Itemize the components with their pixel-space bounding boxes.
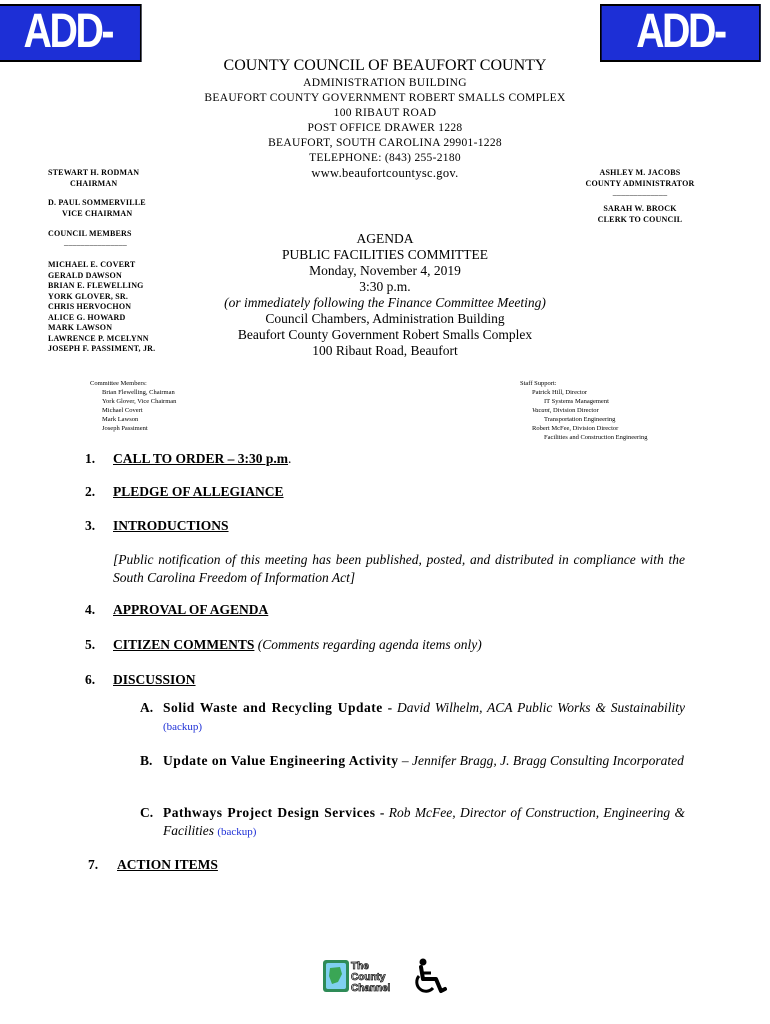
council-member: MARK LAWSON bbox=[48, 323, 113, 332]
council-members-heading bbox=[48, 229, 132, 246]
item-suffix: . bbox=[288, 451, 292, 466]
header-line: BEAUFORT COUNTY GOVERNMENT ROBERT SMALLS COMPLEX bbox=[204, 92, 566, 104]
sub-sep: - bbox=[375, 805, 389, 820]
wheelchair-icon bbox=[412, 958, 448, 996]
backup-link[interactable]: (backup) bbox=[217, 826, 257, 838]
council-member: JOSEPH F. PASSIMENT, JR. bbox=[48, 344, 156, 353]
item-title-wrap bbox=[113, 451, 291, 467]
item-number: 5. bbox=[85, 637, 96, 652]
sub-presenter: Jennifer Bragg, J. Bragg Consulting Incorporated bbox=[412, 753, 684, 768]
item-title: CALL TO ORDER – 3:30 p.m bbox=[113, 451, 289, 466]
item-title: DISCUSSION bbox=[113, 672, 196, 687]
sub-title: Solid Waste and Recycling Update bbox=[163, 700, 383, 715]
administrator-name: ASHLEY M. JACOBS bbox=[599, 168, 681, 177]
meeting-location: 100 Ribaut Road, Beaufort bbox=[312, 343, 458, 358]
committee-member: Brian Flewelling, Chairman bbox=[102, 389, 175, 396]
divider: _______________ bbox=[64, 237, 127, 247]
committee-name: PUBLIC FACILITIES COMMITTEE bbox=[282, 247, 488, 262]
meeting-date: Monday, November 4, 2019 bbox=[309, 263, 461, 278]
agenda-title: AGENDA bbox=[356, 231, 414, 246]
staff-title: , Division Director bbox=[549, 407, 599, 414]
sub-sep: – bbox=[398, 753, 413, 768]
staff-line: Robert McFee, Division Director bbox=[532, 425, 619, 432]
agenda-header bbox=[190, 231, 580, 359]
meeting-time: 3:30 p.m. bbox=[359, 279, 411, 294]
county-channel-logo-graphic bbox=[322, 958, 390, 994]
header-line: TELEPHONE: (843) 255-2180 bbox=[309, 152, 461, 164]
council-name: COUNTY COUNCIL OF BEAUFORT COUNTY bbox=[223, 57, 547, 74]
clerk-block bbox=[580, 204, 700, 225]
staff-line: Transportation Engineering bbox=[544, 416, 616, 423]
item-number: 7. bbox=[88, 857, 99, 872]
committee-member: York Glover, Vice Chairman bbox=[102, 398, 177, 405]
administrator-block bbox=[580, 168, 700, 197]
council-member: ALICE G. HOWARD bbox=[48, 312, 126, 322]
council-member: LAWRENCE P. MCELYNN bbox=[48, 333, 149, 343]
addons-banner-left: ADD-ONS bbox=[0, 4, 142, 62]
sub-label: B. bbox=[140, 753, 153, 768]
item-suffix: (Comments regarding agenda items only) bbox=[254, 637, 482, 652]
meeting-location: Beaufort County Government Robert Smalls Complex bbox=[237, 327, 533, 342]
vacant-label: Vacant bbox=[532, 407, 550, 414]
chairman-block bbox=[48, 168, 139, 189]
staff-support-heading: Staff Support: bbox=[520, 380, 557, 387]
header-line: BEAUFORT, SOUTH CAROLINA 29901-1228 bbox=[268, 137, 502, 149]
council-members-list bbox=[48, 260, 155, 355]
council-member: GERALD DAWSON bbox=[48, 270, 122, 280]
council-member: YORK GLOVER, SR. bbox=[48, 291, 129, 301]
item-title: CITIZEN COMMENTS bbox=[113, 637, 255, 652]
svg-text:Channel: Channel bbox=[351, 983, 390, 994]
website[interactable]: www.beaufortcountysc.gov. bbox=[311, 166, 459, 180]
administrator-title: COUNTY ADMINISTRATOR bbox=[585, 178, 695, 188]
addons-banner-right: ADD-ONS bbox=[600, 4, 761, 62]
staff-line: Patrick Hill, Director bbox=[532, 389, 588, 396]
header-line: POST OFFICE DRAWER 1228 bbox=[307, 122, 463, 134]
discussion-item-a bbox=[140, 699, 685, 736]
staff-line: Facilities and Construction Engineering bbox=[544, 434, 648, 441]
item-number: 6. bbox=[85, 672, 96, 687]
header-line: 100 RIBAUT ROAD bbox=[333, 107, 437, 119]
item-title: APPROVAL OF AGENDA bbox=[113, 602, 269, 617]
item-number: 1. bbox=[85, 451, 96, 466]
council-member: CHRIS HERVOCHON bbox=[48, 302, 132, 311]
committee-members bbox=[90, 379, 176, 433]
item-title: INTRODUCTIONS bbox=[113, 518, 229, 533]
svg-text:County: County bbox=[351, 972, 386, 983]
item-title-wrap bbox=[113, 637, 482, 653]
meeting-following-note: (or immediately following the Finance Committee Meeting) bbox=[224, 295, 546, 310]
council-members-label: COUNCIL MEMBERS bbox=[48, 229, 132, 238]
item-number: 2. bbox=[85, 484, 96, 499]
sub-title: Pathways Project Design Services bbox=[163, 805, 376, 820]
sub-sep: - bbox=[382, 700, 397, 715]
sub-title: Update on Value Engineering Activity bbox=[163, 753, 399, 768]
committee-member: Mark Lawson bbox=[102, 416, 139, 423]
item-title: ACTION ITEMS bbox=[117, 857, 218, 872]
chairman-name: STEWART H. RODMAN bbox=[48, 168, 140, 177]
meeting-location: Council Chambers, Administration Building bbox=[265, 311, 505, 326]
public-notice: [Public notification of this meeting has been published, posted, and distributed in compliance with the South Carolina Freedom of Information Act] bbox=[113, 552, 685, 585]
committee-member: Michael Covert bbox=[102, 407, 143, 414]
svg-text:The: The bbox=[351, 961, 369, 972]
sub-label: C. bbox=[140, 805, 154, 820]
staff-line: IT Systems Management bbox=[544, 398, 609, 405]
vice-chairman-title: VICE CHAIRMAN bbox=[62, 208, 133, 218]
item-number: 3. bbox=[85, 518, 96, 533]
staff-line bbox=[520, 406, 647, 415]
council-member: BRIAN E. FLEWELLING bbox=[48, 281, 144, 290]
sub-label: A. bbox=[140, 700, 154, 715]
divider: _____________ bbox=[612, 188, 668, 197]
item-title: PLEDGE OF ALLEGIANCE bbox=[113, 484, 284, 499]
discussion-item-b bbox=[140, 752, 685, 770]
discussion-item-c bbox=[140, 804, 685, 841]
sub-presenter: David Wilhelm, ACA Public Works & Sustainability bbox=[396, 700, 686, 715]
county-channel-logo bbox=[322, 958, 390, 994]
committee-members-heading: Committee Members: bbox=[90, 380, 147, 387]
staff-support bbox=[520, 379, 647, 442]
sub-presenter: Rob McFee, Director of Construction, Engineering & Facilities bbox=[163, 805, 686, 838]
vice-chairman-block bbox=[48, 198, 146, 219]
letterhead bbox=[150, 56, 620, 181]
backup-link[interactable]: (backup) bbox=[163, 721, 203, 733]
chairman-title: CHAIRMAN bbox=[70, 178, 118, 188]
committee-member: Joseph Passiment bbox=[102, 425, 148, 432]
vice-chairman-name: D. PAUL SOMMERVILLE bbox=[48, 198, 146, 207]
header-line: ADMINISTRATION BUILDING bbox=[303, 77, 467, 89]
clerk-title: CLERK TO COUNCIL bbox=[597, 214, 683, 224]
clerk-name: SARAH W. BROCK bbox=[603, 204, 677, 213]
council-member: MICHAEL E. COVERT bbox=[48, 260, 136, 269]
item-number: 4. bbox=[85, 602, 96, 617]
